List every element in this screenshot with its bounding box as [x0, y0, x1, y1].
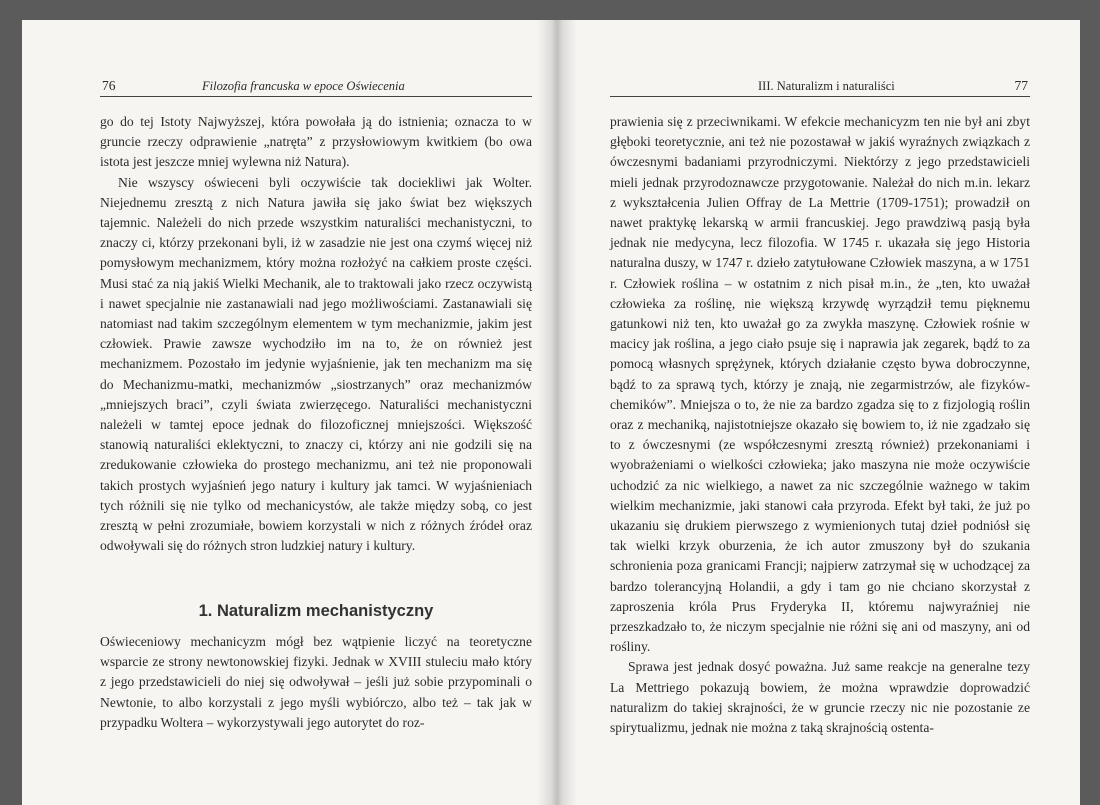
left-page-header — [100, 78, 532, 97]
left-page — [22, 20, 552, 805]
paragraph: prawienia się z przeciwnikami. W efekcie mechanicyzm ten nie był ani zbyt głęboki teoretycznie, ani też nie pozostawał w jakiś wyraźnych związkach z ówczesnymi badaniami przyrodniczymi. Niektórzy z jego przedstawicieli mieli jednak przyrodoznawcze przygotowanie. Należał do nich m.in. lekarz z wykształcenia Julien Offray de La Mettrie (1709-1751); prowadził on nawet praktykę lekarską w armii francuskiej. Jego prawdziwą pasją była jednak nie medycyna, lecz filozofia. W 1745 r. ukazała się jego Historia naturalna duszy, w 1747 r. dzieło zatytułowane Człowiek maszyna, a w 1751 r. Człowiek roślina – w ostatnim z nich pisał m.in., że „ten, kto uważał człowieka za roślinę, nie większą krzywdę wyrządził temu pięknemu gatunkowi niż ten, kto uważał go za zwykła maszynę. Człowiek rośnie w macicy jak roślina, a jego ciało psuje się i naprawia jak zegarek, bądź to za pomocą własnych sprężynek, których działanie często bywa dobroczynne, bądź to za sprawą tych, którzy je znają, nie zegarmistrzów, ale fizyków-chemików”. Mniejsza o to, że nie za bardzo zgadza się to z fizjologią roślin oraz z mechaniką, najistotniejsze okazało się bowiem to, iż nie zgadzało się to z ówczesnymi (ze współczesnymi zresztą również) przekonaniami i wyobrażeniami o wielkości człowieka; jako maszyna nie może oczywiście uchodzić za nic wielkiego, a nawet za nic szczególnie ważnego w takim wielkim mechanizmie, jaki stanowi cała przyroda. Efekt był taki, że już po ukazaniu się drukiem pierwszego z wymienionych tutaj dzieł podniósł się tak wielki krzyk oburzenia, że ich autor zmuszony był do szukania schronienia poza granicami Francji; najpierw zatrzymał się w uchodzącej za bardzo tolerancyjną Holandii, a gdy i tam go nie chciano skorzystał z zaproszenia króla Prus Fryderyka II, któremu najwyraźniej nie przeszkadzało to, że niczym specjalnie nie różni się ani od maszyny, ani od rośliny. — [610, 114, 1030, 655]
paragraph: Oświeceniowy mechanicyzm mógł bez wątpienie liczyć na teoretyczne wsparcie ze strony newtonowskiej fizyki. Jednak w XVIII stuleciu mało który z jego przedstawicieli do niej się odwoływał – jeśli już sobie przypominali o Newtonie, to albo korzystali z jego myśli wybiórczo, albo też – tak jak w przypadku Woltera – wykorzystywali jego autorytet do roz- — [100, 634, 532, 730]
left-section-text — [100, 632, 532, 733]
right-page — [562, 20, 1080, 805]
paragraph: Sprawa jest jednak dosyć poważna. Już same reakcje na generalne tezy La Mettriego pokazują bowiem, że można wprawdzie doprowadzić naturalizm do takiej skrajności, że w gruncie rzeczy nic nie pozostanie ze spirytualizmu, jednak nie można z taką skrajnością ostenta- — [610, 659, 1030, 736]
paragraph: Nie wszyscy oświeceni byli oczywiście tak dociekliwi jak Wolter. Niejednemu zresztą z nich Natura jawiła się jako świat bez większych tajemnic. Należeli do nich przede wszystkim naturaliści mechanistyczni, to znaczy ci, którzy przekonani byli, iż w zasadzie nie jest ona czymś więcej niż pomysłowym mechanizmem, który można rozłożyć na całkiem proste części. Musi stać za nią jakiś Wielki Mechanik, ale to traktowali jako rzecz oczywistą i nawet specjalnie nie zastanawiali nad jego możliwościami. Zastanawiali się natomiast nad takim szczególnym elementem w tym mechanizmie, jakim jest człowiek. Prawie zawsze wychodziło im na to, że on również jest mechanizmem. Pozostało im jedynie wyjaśnienie, jak ten mechanizm ma się do Mechanizmu-matki, mechanizmów „siostrzanych” oraz mechanizmów „mniejszych braci”, czyli świata zwierzęcego. Naturaliści mechanistyczni należeli w tamtej epoce jednak do filozoficznej mniejszości. Większość stanowią naturaliści eklektyczni, to znaczy ci, którzy ani nie godzili się na zredukowanie człowieka do prostego mechanizmu, ani też nie proponowali takich prostych wyjaśnień jego natury i kultury jak tamci. W wyjaśnieniach tych różnili się nie tylko od mechanicystów, ale także między sobą, co jest zresztą w pełni zrozumiałe, bowiem korzystali w nich z różnych źródeł oraz odwoływali się do różnych stron ludzkiej natury i kultury. — [100, 174, 532, 554]
section-title: 1. Naturalizm mechanistyczny — [198, 602, 434, 620]
left-running-head: Filozofia francuska w epoce Oświecenia — [202, 79, 405, 93]
right-running-head: III. Naturalizm i naturaliści — [758, 79, 895, 93]
right-page-header — [610, 78, 1030, 97]
right-body-text — [610, 112, 1030, 738]
paragraph: go do tej Istoty Najwyższej, która powołała ją do istnienia; oznacza to w gruncie rzeczy odprawienie „natręta” z przysłowiowym kwitkiem (bo owa istota jest jeszcze mniej wylewna niż Natura). — [100, 114, 532, 170]
left-page-number: 76 — [102, 78, 116, 93]
left-body-text — [100, 112, 532, 556]
book-spread — [22, 20, 1080, 805]
right-page-number: 77 — [1014, 78, 1028, 93]
